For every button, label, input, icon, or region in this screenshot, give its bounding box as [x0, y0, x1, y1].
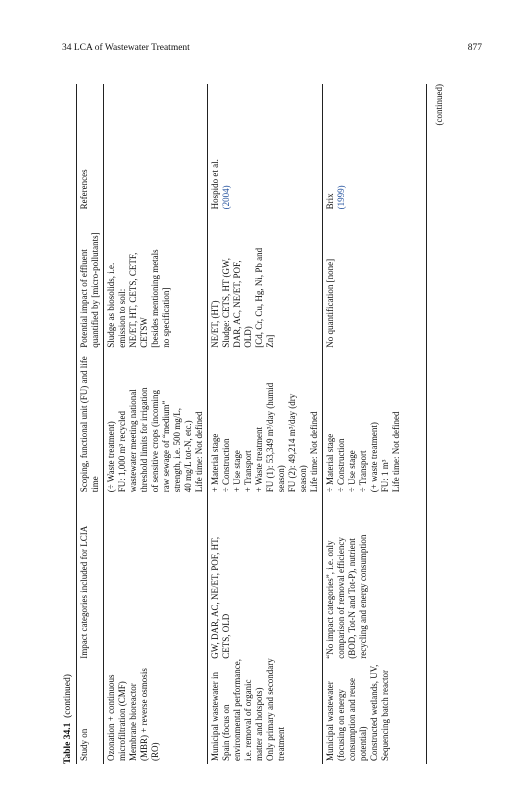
cell-line: treatment — [276, 727, 286, 761]
cell-line: CETS, OLD — [221, 613, 231, 659]
cell-line: [besides mentioning metals — [150, 249, 160, 348]
cell-line: FU (2): 49,214 m³/day (dry — [287, 393, 297, 493]
cell-line: season) — [276, 465, 286, 493]
cell-line: Ozonation + continuous — [106, 674, 116, 761]
cell-line: Membrane bioreactor — [128, 683, 138, 761]
cell-line: Sludge as biosolids, i.e. — [106, 262, 116, 348]
scoping-cell — [208, 351, 323, 495]
reference-authors: Brix — [325, 193, 335, 210]
cell-line: wastewater meeting national — [128, 389, 138, 493]
cell-line: comparison of removal efficiency — [336, 537, 346, 659]
table-row — [208, 84, 323, 764]
cell-line: (RO) — [150, 742, 160, 761]
cell-line: [Cd, Cr, Cu, Hg, Ni, Pb and — [254, 247, 264, 348]
cell-line: FU: 1 m³ — [380, 459, 390, 493]
cell-line: NE/ET, HT, CETS, CETF, — [128, 252, 138, 348]
cell-line: threshold limits for irrigation — [139, 387, 149, 493]
effluent-cell — [323, 212, 427, 350]
cell-line: ÷ Construction — [221, 438, 231, 493]
cell-line: consumption and reuse — [347, 678, 357, 761]
table-caption-note: (continued) — [63, 674, 73, 718]
cell-line: (focusing on energy — [336, 689, 346, 761]
cell-line: Municipal wastewater in — [210, 672, 220, 761]
header-effluent: Potential impact of effluent quantified by [micro-pollutants] — [79, 232, 100, 348]
cell-line: (BOD, Tot-N and Tot-P), nutrient — [347, 538, 357, 659]
cell-line: (÷ Waste treatment) — [106, 421, 116, 493]
cell-line: Spain (focus on — [221, 704, 231, 761]
cell-line: strength, i.e. 500 mg/L, — [172, 407, 182, 493]
study-cell — [323, 662, 427, 764]
cell-line: emission to soil: — [117, 288, 127, 348]
effluent-cell — [208, 212, 323, 350]
table-row — [104, 84, 208, 764]
reference-year-link[interactable]: (2004) — [221, 185, 231, 210]
cell-line: raw sewage of “medium” — [161, 400, 171, 493]
cell-line: CETSW — [139, 317, 149, 348]
scoping-cell — [323, 351, 427, 495]
cell-line: ÷ Construction — [336, 438, 346, 493]
chapter-title: 34 LCA of Wastewater Treatment — [62, 43, 190, 53]
effluent-cell — [104, 212, 208, 350]
table-body — [104, 84, 427, 764]
table-row — [323, 84, 427, 764]
cell-line: NE/ET, (HT) — [210, 300, 220, 348]
cell-line: FU (1): 53,349 m³/day (humid — [265, 382, 275, 493]
study-cell — [104, 662, 208, 764]
cell-line: GW, DAR, AC, NE/ET, POF, HT, — [210, 536, 220, 659]
reference-cell — [323, 84, 427, 212]
cell-line: 40 mg/L tot-N, etc.) — [183, 420, 193, 493]
impact-cell — [208, 495, 323, 661]
cell-line: no specification] — [161, 287, 171, 348]
header-scoping: Scoping, functional unit (FU) and life time — [79, 356, 100, 493]
cell-line: recycling and energy consumption — [358, 534, 368, 659]
cell-line: ÷ Use stage — [347, 450, 357, 493]
reference-authors: Hospido et al. — [210, 159, 220, 210]
cell-line: Zn] — [265, 334, 275, 348]
cell-line: + Waste treatment — [254, 427, 264, 493]
cell-line: microfiltration (CMF) — [117, 681, 127, 761]
cell-line: potential) — [358, 726, 368, 761]
cell-line: + Transport — [243, 450, 253, 493]
reference-year-link[interactable]: (1999) — [336, 185, 346, 210]
impact-cell — [323, 495, 427, 661]
cell-line: season) — [298, 465, 308, 493]
cell-line: Life time: Not defined — [391, 411, 401, 493]
cell-line: (+ waste treatment) — [369, 422, 379, 493]
reference-cell — [104, 84, 208, 212]
cell-line: “No impact categories”, i.e. only — [325, 540, 335, 659]
cell-line: Municipal wastewater — [325, 681, 335, 761]
continued-note: (continued) — [434, 84, 444, 126]
page-number: 877 — [467, 43, 482, 53]
cell-line: No quantification [none] — [325, 258, 335, 348]
cell-line: Life time: Not defined — [309, 411, 319, 493]
rotated-table-block — [62, 84, 457, 764]
header-study: Study on — [79, 728, 89, 761]
cell-line: i.e. removal of organic — [243, 679, 253, 761]
cell-line: Only primary and secondary — [265, 658, 275, 761]
lca-table — [76, 84, 427, 764]
cell-line: ÷ Transport — [358, 450, 368, 493]
header-references: References — [79, 169, 89, 210]
cell-line: of sensitive crops (incoming — [150, 389, 160, 493]
cell-line: environmental performance, — [232, 659, 242, 761]
table-caption-label: Table 34.1 — [63, 722, 73, 764]
header-row — [77, 84, 104, 764]
cell-line: (MBR) + reverse osmosis — [139, 668, 149, 761]
header-impact: Impact categories included for LCIA — [79, 525, 89, 659]
reference-cell — [208, 84, 323, 212]
cell-line: Life time: Not defined — [194, 411, 204, 493]
study-cell — [208, 658, 323, 764]
impact-cell — [104, 495, 208, 661]
cell-line: Sludge: CETS, HT (GW, — [221, 258, 231, 348]
cell-line: OLD) — [243, 326, 253, 348]
cell-line: DAR, AC, NE/ET, POF, — [232, 260, 242, 348]
cell-line: + Material stage — [210, 433, 220, 493]
cell-line: Sequencing batch reactor — [380, 670, 390, 761]
table-header — [77, 84, 104, 764]
scoping-cell — [104, 351, 208, 495]
cell-line: ÷ Material stage — [325, 433, 335, 493]
table-caption — [62, 674, 74, 764]
cell-line: Constructed wetlands, UV, — [369, 664, 379, 761]
cell-line: + Use stage — [232, 450, 242, 493]
cell-line: FU: 1,000 m³ recycled — [117, 411, 127, 493]
cell-line: matter and hotspots) — [254, 687, 264, 761]
